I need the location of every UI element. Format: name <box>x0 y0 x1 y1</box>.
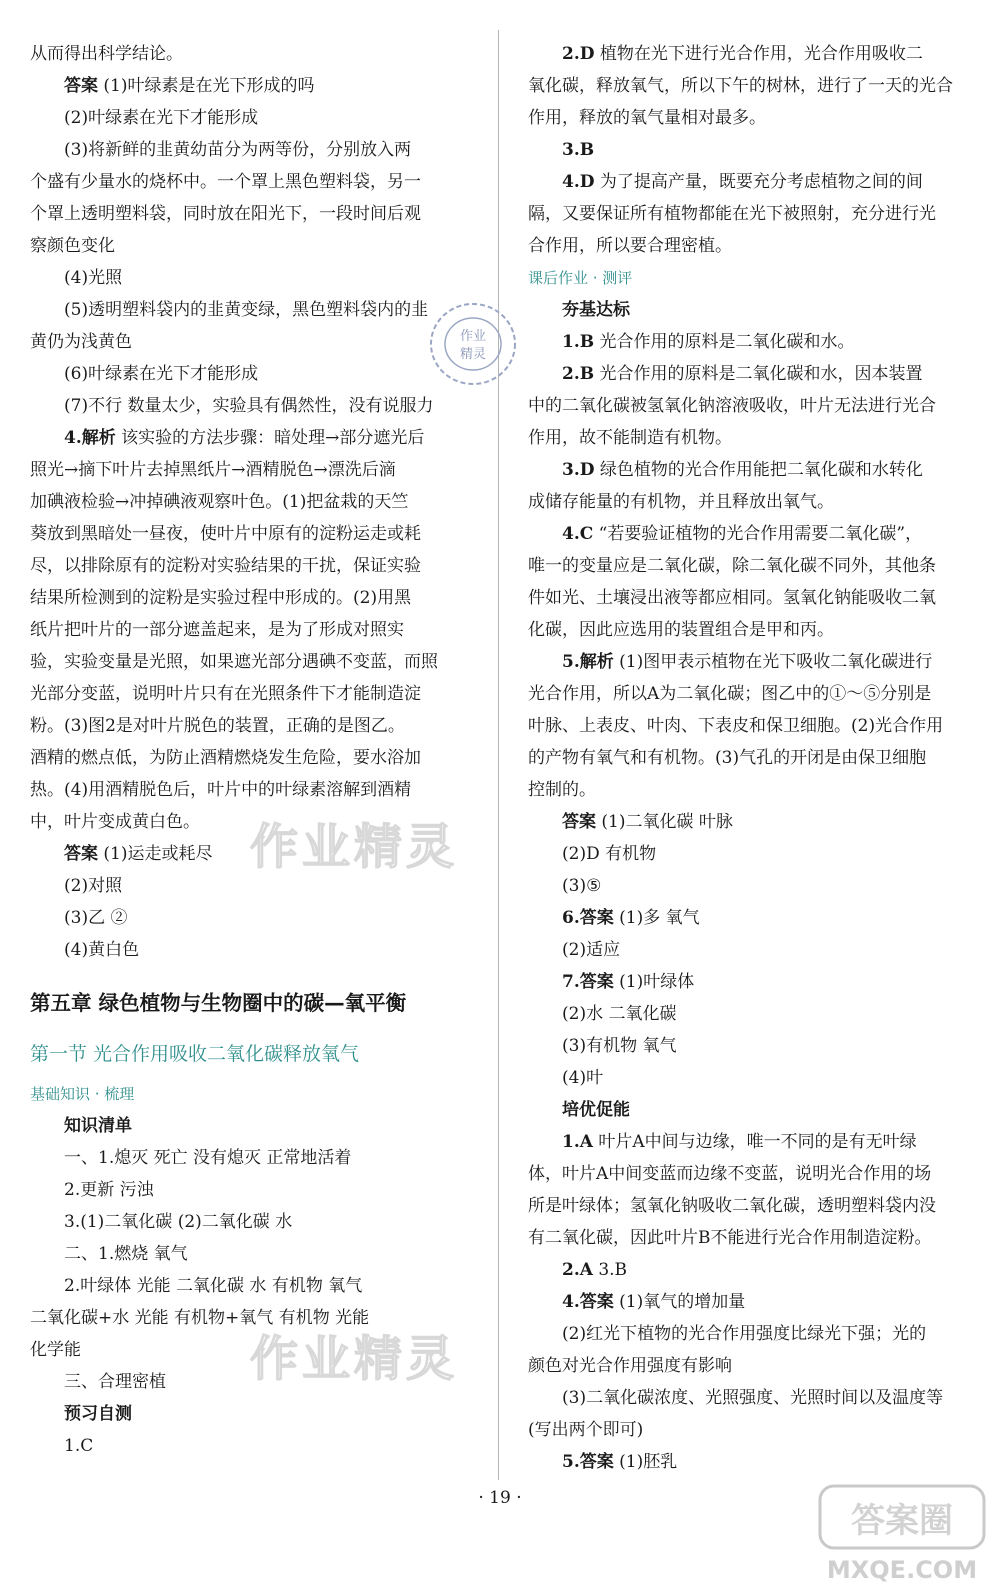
text-line <box>528 646 968 678</box>
text-line: 成储存能量的有机物，并且释放出氧气。 <box>528 492 834 512</box>
text-line: 有二氧化碳，因此叶片B不能进行光合作用制造淀粉。 <box>528 1228 932 1248</box>
page-number: · 19 · <box>478 1488 522 1508</box>
site-logo-icon <box>812 1478 992 1588</box>
text-line: 3.(1)二氧化碳 (2)二氧化碳 水 <box>64 1212 293 1232</box>
text-line: 黄仍为浅黄色 <box>30 332 132 352</box>
text-line: 化碳，因此应选用的装置组合是甲和丙。 <box>528 620 834 640</box>
answer-label: 答案 <box>64 844 98 864</box>
text-line: 隔，又要保证所有植物都能在光下被照射，充分进行光 <box>528 204 936 224</box>
section-heading: 第一节 光合作用吸收二氧化碳释放氧气 <box>30 1043 360 1065</box>
text-line: 体，叶片A中间变蓝而边缘不变蓝，说明光合作用的场 <box>528 1164 932 1184</box>
text-line: (3)乙 ② <box>64 908 128 928</box>
text-line: 纸片把叶片的一部分遮盖起来，是为了形成对照实 <box>30 620 404 640</box>
answer-text: (1)运走或耗尽 <box>98 844 213 864</box>
answer-text: 绿色植物的光合作用能把二氧化碳和水转化 <box>594 460 923 480</box>
answer-text: 光合作用的原料是二氧化碳和水。 <box>594 332 855 352</box>
text-line: (2)红光下植物的光合作用强度比绿光下强；光的 <box>562 1324 927 1344</box>
text-line <box>528 1446 968 1478</box>
text-line: 光部分变蓝，说明叶片只有在光照条件下才能制造淀 <box>30 684 421 704</box>
answer-label: 答案 <box>562 812 596 832</box>
text-line: (写出两个即可) <box>528 1420 644 1440</box>
text-line: (2)D 有机物 <box>562 844 657 864</box>
text-line: 作用，故不能制造有机物。 <box>528 428 732 448</box>
text-line <box>528 806 968 838</box>
text-line: 察颜色变化 <box>30 236 115 256</box>
text-line: 2.叶绿体 光能 二氧化碳 水 有机物 氧气 <box>64 1276 363 1296</box>
answer-label: 5.解析 <box>562 652 614 672</box>
text-line: 控制的。 <box>528 780 596 800</box>
text-line: 夯基达标 <box>562 300 630 320</box>
answer-label: 答案 <box>64 76 98 96</box>
text-line: 的产物有氧气和有机物。(3)气孔的开闭是由保卫细胞 <box>528 748 927 768</box>
text-line: 叶脉、上表皮、叶肉、下表皮和保卫细胞。(2)光合作用 <box>528 716 944 736</box>
text-line: 预习自测 <box>64 1404 132 1424</box>
answer-label: 4.D <box>562 172 595 192</box>
text-line: 验，实验变量是光照，如果遮光部分遇碘不变蓝，而照 <box>30 652 438 672</box>
text-line: 照光→摘下叶片去掉黑纸片→酒精脱色→漂洗后滴 <box>30 460 396 480</box>
text-line: (3)二氧化碳浓度、光照强度、光照时间以及温度等 <box>562 1388 944 1408</box>
answer-text: (1)叶绿体 <box>613 972 695 992</box>
answer-label: 4.C <box>562 524 594 544</box>
text-line: 作用，释放的氧气量相对最多。 <box>528 108 766 128</box>
subsection-label: 课后作业 · 测评 <box>528 269 633 287</box>
answer-label: 3.D <box>562 460 595 480</box>
answer-text: 光合作用的原料是二氧化碳和水，因本装置 <box>594 364 923 384</box>
text-line <box>528 38 968 70</box>
text-line: (3)⑤ <box>562 876 602 896</box>
text-line: 一、1.熄灭 死亡 没有熄灭 正常地活着 <box>64 1148 352 1168</box>
text-line: 从而得出科学结论。 <box>30 44 183 64</box>
text-line <box>528 326 968 358</box>
answer-text: 该实验的方法步骤：暗处理→部分遮光后 <box>115 428 425 448</box>
subsection-label: 基础知识 · 梳理 <box>30 1085 135 1103</box>
text-line <box>528 902 968 934</box>
text-line: 葵放到黑暗处一昼夜，使叶片中原有的淀粉运走或耗 <box>30 524 421 544</box>
text-line <box>528 454 968 486</box>
text-line: 酒精的燃点低，为防止酒精燃烧发生危险，要水浴加 <box>30 748 421 768</box>
text-line: (4)黄白色 <box>64 940 140 960</box>
svg-text:精灵: 精灵 <box>459 347 487 362</box>
watermark-mid-left: 作业精灵 <box>250 819 459 875</box>
answer-label: 6.答案 <box>562 908 614 928</box>
answer-text: 植物在光下进行光合作用，光合作用吸收二 <box>594 44 923 64</box>
text-line: 尽，以排除原有的淀粉对实验结果的干扰，保证实验 <box>30 556 421 576</box>
text-line: 二氧化碳+水 光能 有机物+氧气 有机物 光能 <box>30 1308 370 1328</box>
text-line: 中的二氧化碳被氢氧化钠溶液吸收，叶片无法进行光合 <box>528 396 936 416</box>
text-line <box>30 422 470 454</box>
text-line <box>528 1286 968 1318</box>
text-line <box>528 166 968 198</box>
text-line: (6)叶绿素在光下才能形成 <box>64 364 259 384</box>
text-line: (2)叶绿素在光下才能形成 <box>64 108 259 128</box>
answer-text: (1)多 氧气 <box>613 908 700 928</box>
text-line: 知识清单 <box>64 1116 132 1136</box>
text-line: (3)将新鲜的韭黄幼苗分为两等份，分别放入两 <box>64 140 412 160</box>
answer-label: 4.答案 <box>562 1292 614 1312</box>
text-line: 三、合理密植 <box>64 1372 166 1392</box>
text-line <box>528 518 968 550</box>
text-line: 个盛有少量水的烧杯中。一个罩上黑色塑料袋，另一 <box>30 172 421 192</box>
text-line: 加碘液检验→冲掉碘液观察叶色。(1)把盆栽的天竺 <box>30 492 409 512</box>
text-line: 培优促能 <box>562 1100 630 1120</box>
svg-text:MXQE.COM: MXQE.COM <box>826 1556 978 1584</box>
column-divider <box>498 30 499 1480</box>
answer-text: (1)图甲表示植物在光下吸收二氧化碳进行 <box>613 652 933 672</box>
text-line <box>528 134 968 166</box>
text-line: (2)水 二氧化碳 <box>562 1004 677 1024</box>
text-line <box>528 1126 968 1158</box>
text-line: (7)不行 数量太少，实验具有偶然性，没有说服力 <box>64 396 434 416</box>
answer-text: (1)二氧化碳 叶脉 <box>596 812 733 832</box>
text-line: (2)对照 <box>64 876 123 896</box>
chapter-heading: 第五章 绿色植物与生物圈中的碳—氧平衡 <box>30 991 407 1015</box>
answer-label: 2.A <box>562 1260 593 1280</box>
answer-text: 叶片A中间与边缘，唯一不同的是有无叶绿 <box>592 1132 917 1152</box>
answer-label: 7.答案 <box>562 972 614 992</box>
text-line: 结果所检测到的淀粉是实验过程中形成的。(2)用黑 <box>30 588 412 608</box>
answer-label: 4.解析 <box>64 428 116 448</box>
text-line: 二、1.燃烧 氧气 <box>64 1244 188 1264</box>
answer-text: (1)叶绿素是在光下形成的吗 <box>98 76 315 96</box>
answer-text: 为了提高产量，既要充分考虑植物之间的间 <box>594 172 923 192</box>
text-line: 化学能 <box>30 1340 81 1360</box>
text-line: 合作用，所以要合理密植。 <box>528 236 732 256</box>
answer-text: “若要验证植物的光合作用需要二氧化碳”， <box>593 524 923 544</box>
text-line: (4)光照 <box>64 268 123 288</box>
answer-text: 3.B <box>592 1260 628 1280</box>
seal-stamp-icon <box>425 296 521 392</box>
text-line: 光合作用，所以A为二氧化碳；图乙中的①～⑤分别是 <box>528 684 932 704</box>
svg-text:作业: 作业 <box>459 329 487 344</box>
text-line: 粉。(3)图2是对叶片脱色的装置，正确的是图乙。 <box>30 716 405 736</box>
text-line: 所是叶绿体；氢氧化钠吸收二氧化碳，透明塑料袋内没 <box>528 1196 936 1216</box>
left-column <box>30 38 470 1462</box>
text-line: 个罩上透明塑料袋，同时放在阳光下，一段时间后观 <box>30 204 421 224</box>
svg-text:答案圈: 答案圈 <box>851 1501 953 1541</box>
answer-label: 3.B <box>562 140 595 160</box>
text-line: 热。(4)用酒精脱色后，叶片中的叶绿素溶解到酒精 <box>30 780 412 800</box>
text-line: 件如光、土壤浸出液等都应相同。氢氧化钠能吸收二氧 <box>528 588 936 608</box>
answer-text: (1)氧气的增加量 <box>613 1292 746 1312</box>
text-line: (2)适应 <box>562 940 621 960</box>
text-line <box>528 358 968 390</box>
text-line: (4)叶 <box>562 1068 604 1088</box>
text-line: 唯一的变量应是二氧化碳，除二氧化碳不同外，其他条 <box>528 556 936 576</box>
text-line: (3)有机物 氧气 <box>562 1036 677 1056</box>
text-line: 1.C <box>64 1436 94 1456</box>
answer-label: 1.A <box>562 1132 593 1152</box>
text-line: 中，叶片变成黄白色。 <box>30 812 200 832</box>
answer-text: (1)胚乳 <box>613 1452 678 1472</box>
text-line <box>528 1254 968 1286</box>
text-line: 2.更新 污浊 <box>64 1180 154 1200</box>
answer-label: 2.D <box>562 44 595 64</box>
text-line: 氧化碳，释放氧气，所以下午的树林，进行了一天的光合 <box>528 76 953 96</box>
answer-label: 2.B <box>562 364 595 384</box>
text-line <box>528 966 968 998</box>
watermark-bottom-left: 作业精灵 <box>250 1331 459 1387</box>
right-column <box>528 38 968 1478</box>
text-line <box>30 70 470 102</box>
text-line: 颜色对光合作用强度有影响 <box>528 1356 732 1376</box>
text-line: (5)透明塑料袋内的韭黄变绿，黑色塑料袋内的韭 <box>64 300 429 320</box>
answer-label: 5.答案 <box>562 1452 614 1472</box>
answer-label: 1.B <box>562 332 595 352</box>
